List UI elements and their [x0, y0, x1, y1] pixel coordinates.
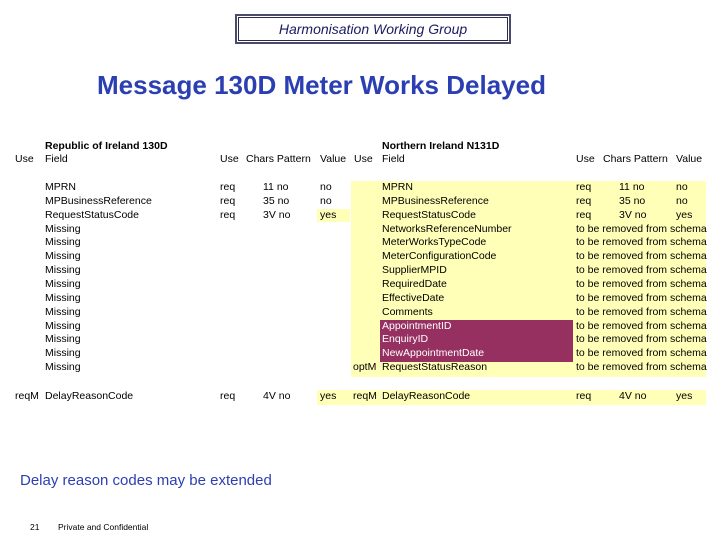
ni-field-cell: EnquiryID: [382, 333, 429, 346]
roi-value-cell: no: [320, 194, 332, 207]
roi-chars-cell: 11 no: [263, 181, 289, 193]
roi-field-header: Field: [45, 153, 68, 165]
ni-field-cell: DelayReasonCode: [382, 390, 471, 402]
ni-field-cell: MeterConfigurationCode: [382, 250, 497, 263]
ni-field-cell: MPRN: [382, 181, 413, 193]
ni-table-title: Northern Ireland N131D: [382, 140, 500, 152]
roi-use-header: Use: [15, 153, 34, 165]
ni-req-cell: to be removed from schema: [576, 277, 707, 290]
ni-req-cell: req: [576, 181, 592, 193]
ni-req-cell: to be removed from schema: [576, 361, 707, 374]
ni-req-cell: to be removed from schema: [576, 222, 707, 235]
roi-table-title: Republic of Ireland 130D: [45, 140, 168, 152]
roi-value-cell: yes: [320, 390, 337, 402]
ni-field-cell: MeterWorksTypeCode: [382, 236, 487, 249]
ni-req-cell: to be removed from schema: [576, 264, 707, 277]
ni-req-cell: req: [576, 208, 592, 221]
roi-req-cell: req: [220, 194, 236, 207]
ni-value-cell: yes: [676, 390, 693, 402]
ni-field-cell: AppointmentID: [382, 319, 452, 332]
group-header-box: [235, 14, 511, 44]
ni-field-header: Field: [382, 153, 405, 165]
ni-field-cell: SupplierMPID: [382, 264, 447, 277]
ni-req-cell: req: [576, 390, 592, 402]
ni-chars-cell: 35 no: [619, 194, 646, 207]
roi-field-cell: Missing: [45, 361, 81, 374]
roi-chars-cell: 3V no: [263, 208, 291, 221]
ni-field-cell: Comments: [382, 305, 433, 318]
roi-chars-cell: 35 no: [263, 194, 290, 207]
roi-field-cell: MPRN: [45, 181, 76, 193]
roi-chars-pattern-header: Chars Pattern: [246, 153, 311, 165]
roi-field-cell: DelayReasonCode: [45, 390, 134, 402]
ni-chars-cell: 4V no: [619, 390, 647, 402]
roi-field-cell: Missing: [45, 319, 81, 332]
ni-req-cell: to be removed from schema: [576, 347, 707, 360]
confidentiality-note: Private and Confidential: [58, 522, 149, 532]
ni-req-cell: to be removed from schema: [576, 291, 707, 304]
ni-chars-cell: 11 no: [619, 181, 645, 193]
ni-use-cell: optM: [353, 361, 377, 374]
roi-field-cell: Missing: [45, 250, 81, 263]
slide-title: Message 130D Meter Works Delayed: [97, 70, 546, 100]
roi-field-cell: Missing: [45, 291, 81, 304]
group-name: Harmonisation Working Group: [278, 21, 468, 37]
ni-req-cell: to be removed from schema: [576, 236, 707, 249]
ni-value-cell: yes: [676, 208, 693, 221]
ni-field-cell: MPBusinessReference: [382, 194, 489, 207]
ni-field-cell: NetworksReferenceNumber: [382, 222, 512, 235]
roi-field-cell: Missing: [45, 347, 81, 360]
ni-field-cell: RequestStatusCode: [382, 208, 476, 221]
ni-req-use-header: Use: [576, 153, 595, 165]
footnote: Delay reason codes may be extended: [20, 472, 272, 489]
ni-req-cell: to be removed from schema: [576, 319, 707, 332]
ni-req-cell: to be removed from schema: [576, 250, 707, 263]
page-number: 21: [30, 522, 40, 532]
roi-req-cell: req: [220, 208, 236, 221]
ni-value-header: Value: [676, 153, 703, 165]
ni-use-cell: reqM: [353, 390, 377, 402]
roi-value-cell: no: [320, 181, 332, 193]
roi-use-cell: reqM: [15, 390, 39, 402]
ni-req-cell: to be removed from schema: [576, 305, 707, 318]
roi-field-cell: Missing: [45, 222, 81, 235]
ni-req-cell: req: [576, 194, 592, 207]
roi-field-cell: MPBusinessReference: [45, 194, 152, 207]
roi-field-cell: Missing: [45, 264, 81, 277]
roi-field-cell: RequestStatusCode: [45, 208, 139, 221]
roi-field-cell: Missing: [45, 305, 81, 318]
ni-field-cell: NewAppointmentDate: [382, 347, 485, 360]
ni-field-cell: RequiredDate: [382, 277, 447, 290]
ni-req-cell: to be removed from schema: [576, 333, 707, 346]
ni-field-cell: RequestStatusReason: [382, 361, 488, 374]
ni-chars-cell: 3V no: [619, 208, 647, 221]
ni-chars-pattern-header: Chars Pattern: [603, 153, 668, 165]
roi-req-use-header: Use: [220, 153, 239, 165]
roi-field-cell: Missing: [45, 236, 81, 249]
roi-value-header: Value: [320, 153, 347, 165]
roi-req-cell: req: [220, 181, 236, 193]
ni-field-cell: EffectiveDate: [382, 291, 445, 304]
roi-field-cell: Missing: [45, 277, 81, 290]
roi-req-cell: req: [220, 390, 236, 402]
roi-value-cell: yes: [320, 208, 337, 221]
ni-value-cell: no: [676, 194, 688, 207]
ni-value-cell: no: [676, 181, 688, 193]
roi-field-cell: Missing: [45, 333, 81, 346]
ni-use-header: Use: [354, 153, 373, 165]
roi-chars-cell: 4V no: [263, 390, 291, 402]
